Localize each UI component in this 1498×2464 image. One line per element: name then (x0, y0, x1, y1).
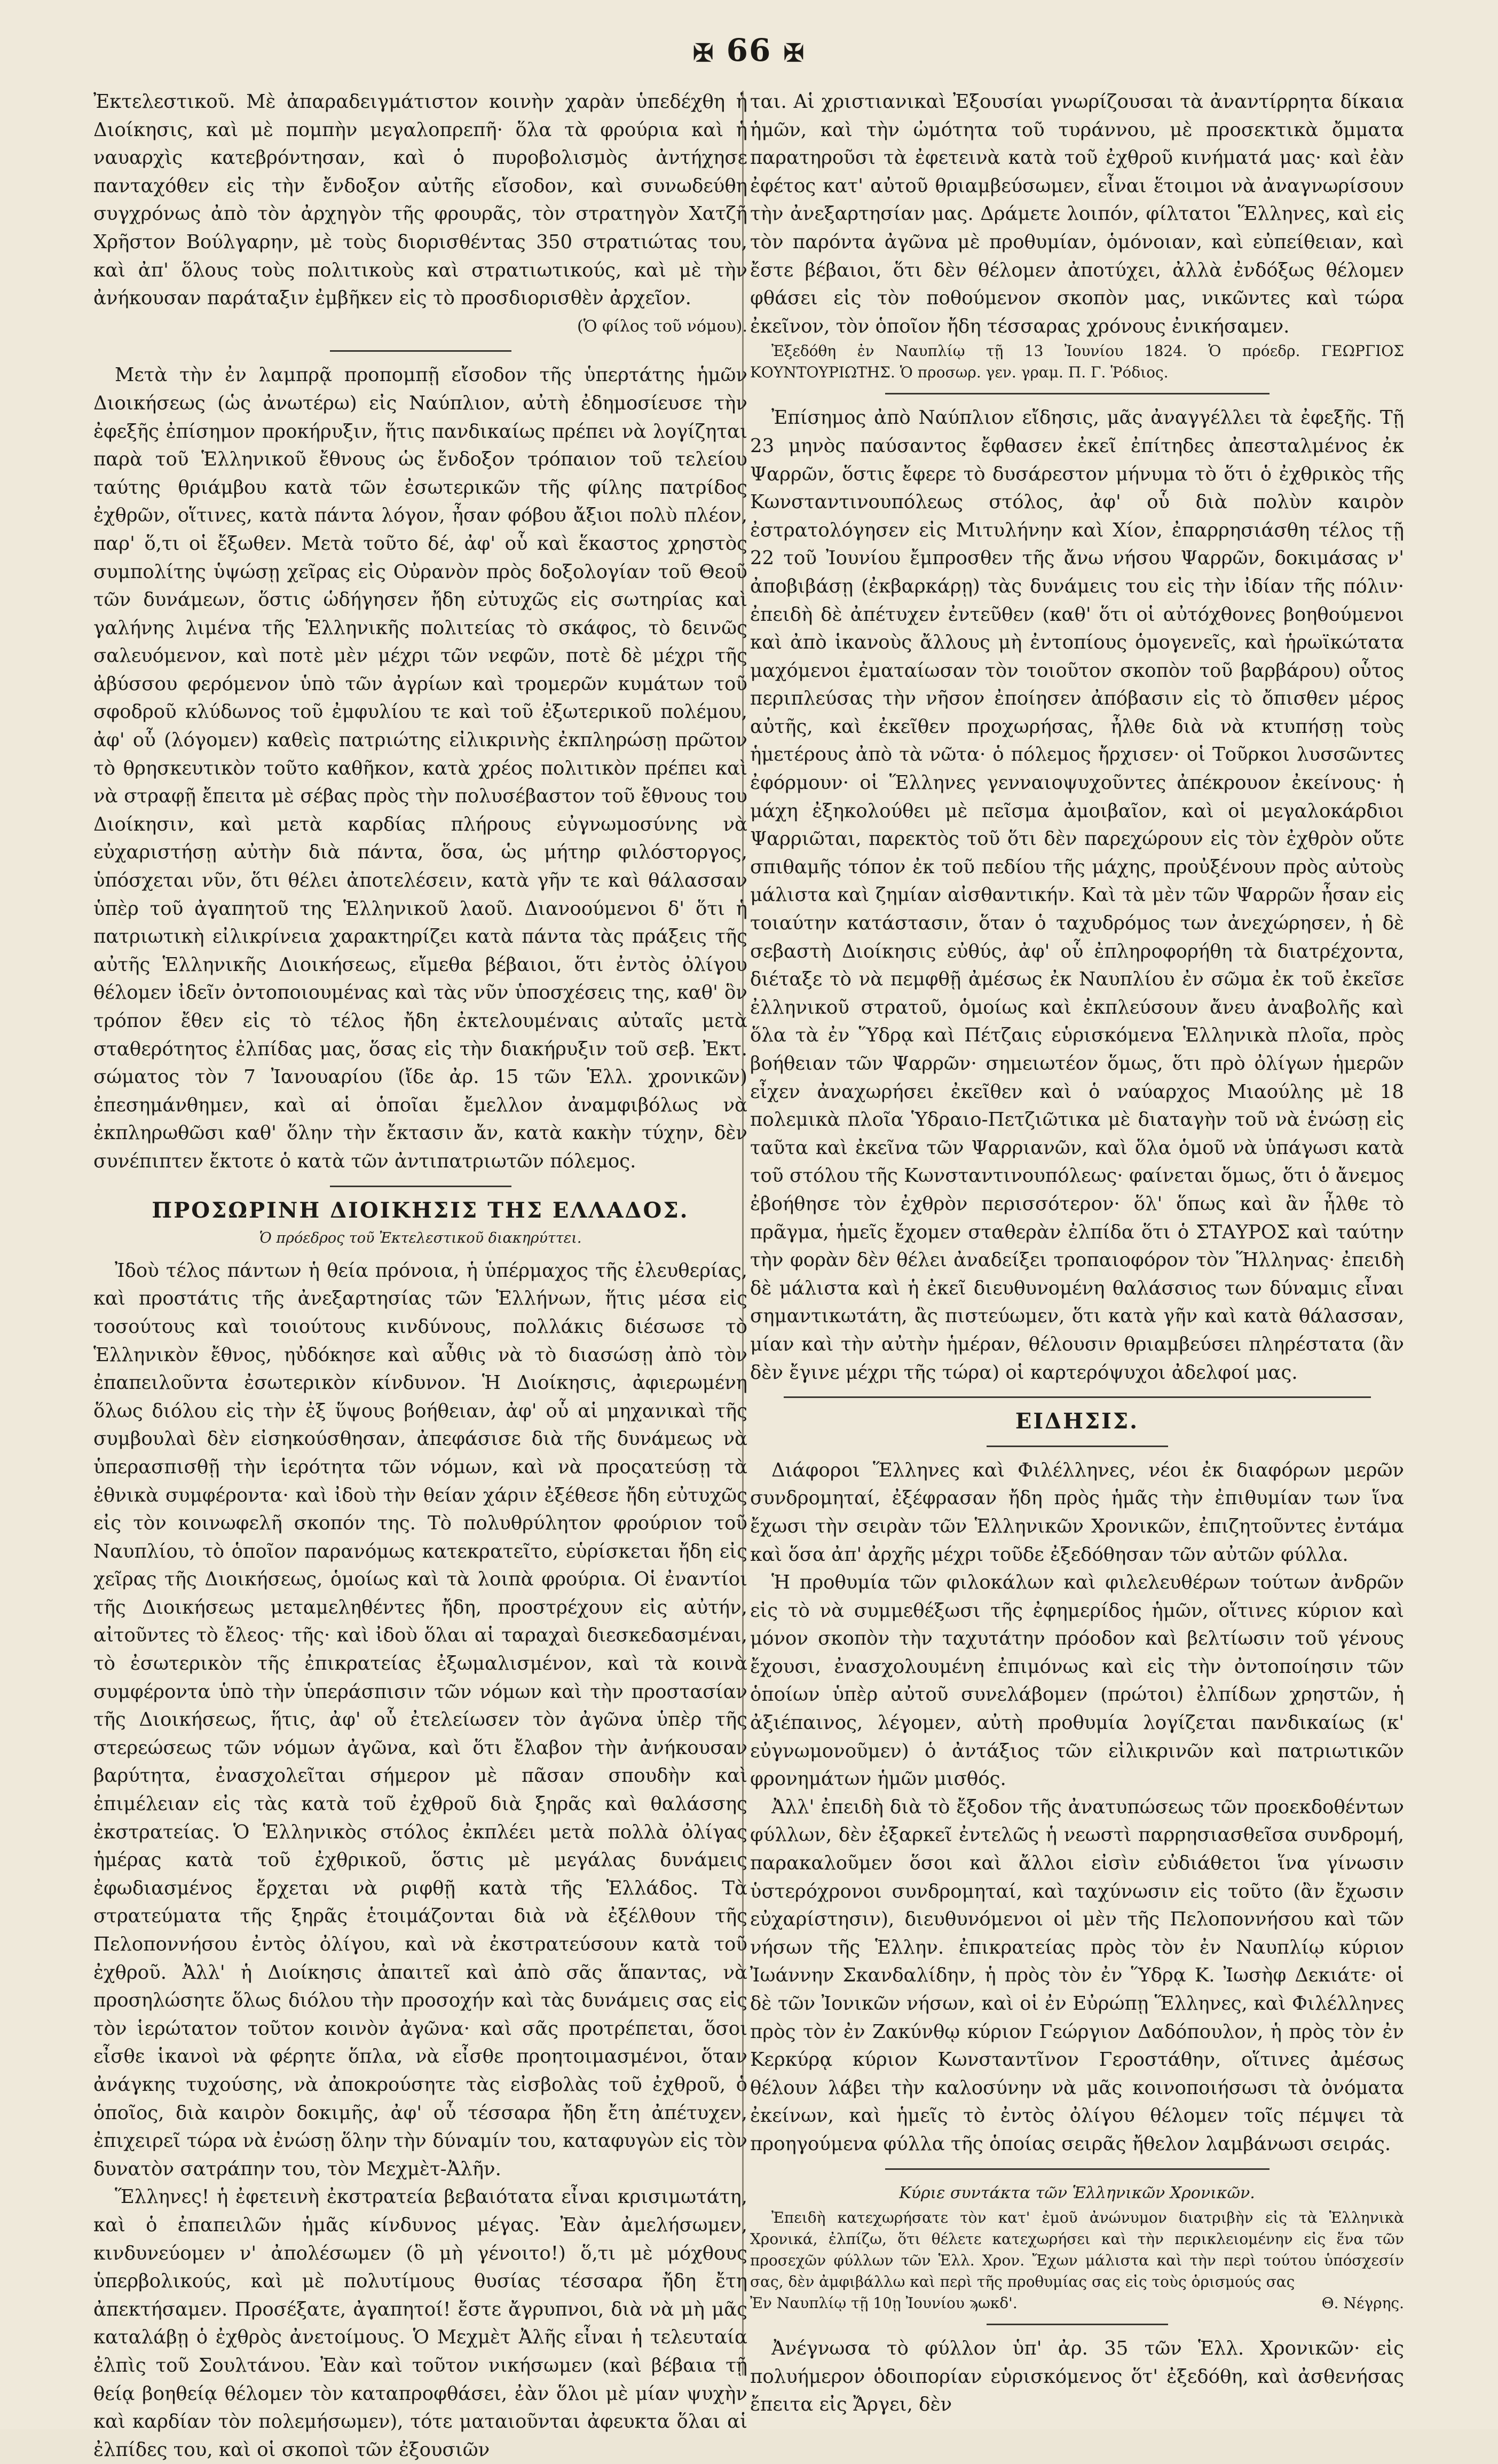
article-paragraph: Διάφοροι Ἕλληνες καὶ Φιλέλληνες, νέοι ἐκ διαφόρων μερῶν συνδρομηταί, ἐξέφρασαν ἤδη πρὸς ἡμᾶς τὴν ἐπιθυμίαν των ἵνα ἔχωσι τὴν σειρὰν τῶν Ἑλληνικῶν Χρονικῶν, ἐπιζητοῦντες ἐντάμα καὶ ὅσα ἀπ' ἀρχῆς μέχρι τοῦδε ἐξεδόθησαν τῶν αὐτῶν φύλλα. (750, 1459, 1404, 1566)
separator-rule (885, 393, 1270, 394)
letter-place-date: Ἐν Ναυπλίῳ τῇ 10ῃ Ἰουνίου ϡωκδ'. (750, 2294, 1018, 2312)
article-paragraph: Ἐπίσημος ἀπὸ Ναύπλιον εἴδησις, μᾶς ἀναγγέλλει τὰ ἐφεξῆς. Τῇ 23 μηνὸς παύσαντος ἔφθασεν ἐκεῖ ἐπίτηδες ἀπεσταλμένος ἐκ Ψαρρῶν, ὅστις ἔφερε τὸ δυσάρεστον μήνυμα τὸ ὅτι ὁ ἐχθρικὸς τῆς Κωνσταντινουπόλεως στόλος, ἀφ' οὗ διὰ πολὺν καιρὸν ἐστρατολόγησεν εἰς Μιτυλήνην καὶ Χίον, ἐπαρρησιάσθη τέλος τῇ 22 τοῦ Ἰουνίου ἔμπροσθεν τῆς ἄνω νήσου Ψαρρῶν, δοκιμάσας ν' ἀποβιβάσῃ (ἐκβαρκάρῃ) τὰς δυνάμεις του εἰς τὴν ἰδίαν τῆς πόλιν· ἐπειδὴ δὲ ἀπέτυχεν ἐντεῦθεν (καθ' ὅτι οἱ αὐτόχθονες βοηθούμενοι καὶ ἀπὸ ἱκανοὺς ἄλλους μὴ ἐντοπίους ὁμογενεῖς, καὶ ἡρωϊκώτατα μαχόμενοι ἐματαίωσαν τὸν τοιοῦτον σκοπὸν τοῦ βαρβάρου) οὗτος περιπλεύσας τὴν νῆσον ἐποίησεν ἀπόβασιν εἰς τὸ ὄπισθεν μέρος αὐτῆς, καὶ ἐκεῖθεν προχωρήσας, ἦλθε διὰ νὰ κτυπήσῃ τοὺς ἡμετέρους ἀπὸ τὰ νῶτα· ὁ πόλεμος ἤρχισεν· οἱ Τοῦρκοι λυσσῶντες ἐφόρμουν· οἱ Ἕλληνες γενναιοψυχοῦντες ἀπέκρουον ἐκείνους· ἡ μάχη ἐξηκολούθει μὲ πεῖσμα ἀμοιβαῖον, καὶ οἱ μεγαλοκάρδιοι Ψαρριῶται, παρεκτὸς τοῦ ὅτι δὲν παρεχώρουν εἰς τὸν ἐχθρὸν οὔτε σπιθαμῆς τόπον ἐκ τοῦ πεδίου τῆς μάχης, προὐξένουν πρὸς αὐτοὺς μάλιστα καὶ ζημίαν αἰσθαντικήν. Καὶ τὰ μὲν τῶν Ψαρρῶν ἦσαν εἰς τοιαύτην κατάστασιν, ὅταν ὁ ταχυδρόμος των ἀνεχώρησεν, ἡ δὲ σεβαστὴ Διοίκησις εὐθύς, ἀφ' οὗ ἐπληροφορήθη τὰ διατρέχοντα, διέταξε τὸ νὰ πεμφθῇ ἀμέσως ἐκ Ναυπλίου ἐν σῶμα ἐκ τοῦ ἐκεῖσε ἐλληνικοῦ στρατοῦ, ὁμοίως καὶ ἐκπλεύσουν ἄνευ ἀναβολῆς καὶ ὅλα τὰ ἐν Ὕδρᾳ καὶ Πέτζαις εὑρισκόμενα Ἑλληνικὰ πλοῖα, πρὸς βοήθειαν τῶν Ψαρρῶν· σημειωτέον ὅμως, ὅτι πρὸ ὀλίγων ἡμερῶν εἶχεν ἀναχωρήσει ἐκεῖθεν καὶ ὁ ναύαρχος Μιαούλης μὲ 18 πολεμικὰ πλοῖα Ὑδραιο-Πετζιῶτικα μὲ διαταγὴν τοῦ νὰ ἑνώσῃ εἰς ταῦτα καὶ ἐκεῖνα τῶν Ψαρριανῶν, καὶ ὅλα ὁμοῦ νὰ ὑπάγωσι κατὰ τοῦ στόλου τῆς Κωνσταντινουπόλεως· φαίνεται ὅμως, ὅτι ὁ ἄνεμος ἐβοήθησε τὸν ἐχθρὸν περισσότερον· ὅλ' ὅπως καὶ ἂν ἦλθε τὸ πρᾶγμα, ἡμεῖς ἔχομεν σταθερὰν ἐλπίδα ὅτι ὁ ΣΤΑΥΡΟΣ καὶ ταύτην τὴν φορὰν δὲν θέλει ἀναδείξει τροπαιοφόρον τὸν Ἥλληνας· ἐπειδὴ δὲ μάλιστα καὶ ἡ ἐκεῖ διευθυνομένη θαλάσσιος των δύναμις εἶναι σημαντικωτάτη, ἂς πιστεύωμεν, ὅτι κατὰ γῆν καὶ κατὰ θάλασσαν, μίαν καὶ τὴν αὐτὴν ἡμέραν, θέλουσιν θριαμβεύσει πληρέστατα (ἂν δὲν ἔγινε μέχρι τῆς τώρα) οἱ καρτερόψυχοι ἀδελφοί μας. (750, 407, 1404, 1384)
article-signature: (Ὁ φίλος τοῦ νόμου). (577, 317, 747, 336)
page-number: 66 (726, 32, 772, 68)
separator-rule (987, 2324, 1168, 2325)
page-header (0, 32, 1498, 80)
section-subtitle: Ὁ πρόεδρος τοῦ Ἐκτελεστικοῦ διακηρύττει. (259, 1230, 582, 1247)
separator-rule (330, 1186, 511, 1187)
left-column (93, 88, 747, 2464)
separator-rule (330, 350, 511, 352)
right-column (750, 88, 1404, 2419)
section-title: ΕΙΔΗΣΙΣ. (1015, 1409, 1139, 1434)
article-signature: Ἐξεδόθη ἐν Ναυπλίῳ τῇ 13 Ἰουνίου 1824. Ὁ πρόεδρ. ΓΕΩΡΓΙΟΣ ΚΟΥΝΤΟΥΡΙΩΤΗΣ. Ὁ προσωρ. γεν. γραμ. Π. Γ. Ῥόδιος. (750, 342, 1404, 382)
letter-signature: Θ. Νέγρης. (1321, 2294, 1404, 2312)
article-paragraph: Ἀλλ' ἐπειδὴ διὰ τὸ ἔξοδον τῆς ἀνατυπώσεως τῶν προεκδοθέντων φύλλων, δὲν ἐξαρκεῖ ἐντελῶς ἡ νεωστὶ παρρησιασθεῖσα συνδρομή, παρακαλοῦμεν ὅσοι καὶ ἄλλοι εἰσὶν εὐδιάθετοι ἵνα γίνωσιν ὑστερόχρονοι συνδρομηταί, καὶ ταχύνωσιν εἰς τοῦτο (ἂν ἔχωσιν εὐχαρίστησιν), διευθυνόμενοι οἱ μὲν τῆς Πελοποννήσου καὶ τῶν νήσων τῆς Ἑλλην. ἐπικρατείας πρὸς τὸν ἐν Ναυπλίῳ κύριον Ἰωάννην Σκανδαλίδην, ἡ πρὸς τὸν ἐν Ὕδρᾳ Κ. Ἰωσὴφ Δεκιάτε· οἱ δὲ τῶν Ἰονικῶν νήσων, καὶ οἱ ἐν Εὐρώπῃ Ἕλληνες, καὶ Φιλέλληνες πρὸς τὸν ἐν Ζακύνθῳ κύριον Γεώργιον Δαδόπουλον, ἡ πρὸς τὸν ἐν Κερκύρᾳ κύριον Κωνσταντῖνον Γεροστάθην, οἵτινες ἀμέσως θέλουν λάβει τὴν καλοσύνην νὰ μᾶς κοινοποιήσωσι τὰ ὀνόματα ἐκείνων, καὶ ἡμεῖς τὸ ἐντὸς ὀλίγου θέλομεν τοῖς πέμψει τὰ προηγούμενα φύλλα τῆς ὁποίας σειρᾶς ἤθελον λαμβάνωσι σειράς. (750, 1796, 1404, 2155)
article-paragraph: Ἡ προθυμία τῶν φιλοκάλων καὶ φιλελευθέρων τούτων ἀνδρῶν εἰς τὸ νὰ συμμεθέξωσι τῆς ἐφημερίδος ἡμῶν, οἵτινες κύριον καὶ μόνον σκοπὸν τὴν ταχυτάτην πρόοδον καὶ βελτίωσιν τοῦ γένους ἔχουσι, ἐνασχολουμένη ἐπιμόνως καὶ εἰς τὴν ὀντοποίησιν τῶν ὁποίων ὑπὲρ αὐτοῦ συνελάβομεν (πρώτοι) ἐλπίδων χρηστῶν, ἡ ἀξιέπαινος, λέγομεν, αὐτὴ προθυμία λογίζεται πανδικαίως (κ' εὐγνωμονοῦμεν) ὁ ἀντάξιος τῶν εἰλικρινῶν καὶ πατριωτικῶν φρονημάτων ἡμῶν μισθός. (750, 1571, 1404, 1790)
article-paragraph: Ἕλληνες! ἡ ἐφετεινὴ ἐκστρατεία βεβαιότατα εἶναι κρισιμωτάτη, καὶ ὁ ἐπαπειλῶν ἡμᾶς κίνδυνος μέγας. Ἐὰν ἀμελήσωμεν, κινδυνεύομεν ν' ἀπολέσωμεν (ὃ μὴ γένοιτο!) ὅ,τι μὲ μόχθους ὑπερβολικούς, καὶ μὲ πολυτίμους θυσίας τέσσαρα ἤδη ἔτη ἀπεκτήσαμεν. Προσέξατε, ἀγαπητοί! ἔστε ἄγρυπνοι, διὰ νὰ μὴ μᾶς καταλάβῃ ὁ ἐχθρὸς ἀνετοίμους. Ὁ Μεχμὲτ Ἀλῆς εἶναι ἡ τελευταία ἐλπὶς τοῦ Σουλτάνου. Ἐὰν καὶ τοῦτον νικήσωμεν (καὶ βέβαια τῇ θείᾳ βοηθείᾳ θέλομεν τὸν καταπροφθάσει, ἐὰν ὅλοι μὲ μίαν ψυχὴν καὶ καρδίαν τὸν πολεμήσωμεν), τότε ματαιοῦνται ἀφευκτα ὅλαι αἱ ἐλπίδες του, καὶ οἱ σκοποὶ τῶν ἐξουσιῶν (93, 2186, 747, 2461)
article-paragraph: Ἰδοὺ τέλος πάντων ἡ θεία πρόνοια, ἡ ὑπέρμαχος τῆς ἐλευθερίας, καὶ προστάτις τῆς ἀνεξαρτησίας τῶν Ἑλλήνων, ἥτις μέσα εἰς τοσούτους καὶ τοιούτους κινδύνους, πολλάκις διέσωσε τὸ Ἑλληνικὸν ἔθνος, ηὐδόκησε καὶ αὖθις νὰ τὸ διασώσῃ ἀπὸ τὸν ἐπαπειλοῦντα ἐσωτερικὸν κίνδυνον. Ἡ Διοίκησις, ἀφιερωμένη ὅλως διόλου εἰς τὴν ἐξ ὕψους βοήθειαν, ἀφ' οὗ αἱ μηχανικαὶ τῆς συμβουλαὶ δὲν εἰσηκούσθησαν, ἀπεφάσισε διὰ τῆς δυνάμεως νὰ ὑπερασπισθῇ τὴν ἱερότητα τῶν νόμων, καὶ νὰ προςατεύσῃ τὰ ἐθνικὰ συμφέροντα· καὶ ἰδοὺ τὴν θείαν χάριν ἐξέθεσε ἤδη εὐτυχῶς εἰς τὸν κοινωφελῆ σκοπόν της. Τὸ πολυθρύλητον φρούριον τοῦ Ναυπλίου, τὸ ὁποῖον παρανόμως κατεκρατεῖτο, εὑρίσκεται ἤδη εἰς χεῖρας τῆς Διοικήσεως, ὁμοίως καὶ τὰ λοιπὰ φρούρια. Οἱ ἐναντίοι τῆς Διοικήσεως μεταμεληθέντες ἤδη, προστρέχουν εἰς αὐτήν, αἰτοῦντες τὸ ἔλεος· τῆς· καὶ ἰδοὺ ὅλαι αἱ ταραχαὶ διεσκεδασμέναι, τὸ ἐσωτερικὸν τῆς ἐπικρατείας ἐξωμαλισμένον, καὶ τὰ κοινὰ συμφέροντα ὑπὸ τὴν ὑπεράσπισιν τῶν νόμων καὶ τὴν προστασίαν τῆς Διοικήσεως, ἥτις, ἀφ' οὗ ἐτελείωσεν τὸν ἀγῶνα ὑπὲρ τῆς στερεώσεως τῶν νόμων ἀγῶνα, καὶ ὅτι ἔλαβον τὴν ἀνήκουσαν βαρύτητα, ἐνασχολεῖται σήμερον μὲ πᾶσαν σπουδὴν καὶ ἐπιμέλειαν εἰς τὰς κατὰ τοῦ ἐχθροῦ διὰ ξηρᾶς καὶ θαλάσσης ἐκστρατείας. Ὁ Ἑλληνικὸς στόλος ἐκπλέει μετὰ πολλὰ ὀλίγας ἡμέρας κατὰ τοῦ ἐχθρικοῦ, ὅστις μὲ μεγάλας δυνάμεις ἐφωδιασμένος ἔρχεται νὰ ριφθῇ κατὰ τῆς Ἑλλάδος. Τὰ στρατεύματα τῆς ξηρᾶς ἑτοιμάζονται διὰ νὰ ἐξέλθουν τῆς Πελοποννήσου ἐντὸς ὀλίγου, καὶ νὰ ἐκστρατεύσουν κατὰ τοῦ ἐχθροῦ. Ἀλλ' ἡ Διοίκησις ἀπαιτεῖ καὶ ἀπὸ σᾶς ἅπαντας, νὰ προσηλώσητε ὅλως διόλου τὴν προσοχήν καὶ τὰς δυνάμεις σας εἰς τὸν ἱερώτατον τοῦτον κοινὸν ἀγῶνα· καὶ σᾶς προτρέπεται, ὅσοι εἶσθε ἱκανοὶ νὰ φέρητε ὅπλα, νὰ εἶσθε προητοιμασμένοι, ὅταν ἀνάγκης τυχούσης, νὰ ἀποκρούσητε τὰς εἰσβολὰς τοῦ ἐχθροῦ, ὁ ὁποῖος, διὰ καιρὸν δοκιμῆς, ἀφ' οὗ τέσσαρα ἤδη ἔτη ἀπέτυχεν, ἐπιχειρεῖ τώρα νὰ ἐνώσῃ ὅλην τὴν δύναμίν του, καταφυγὼν εἰς τὸν δυνατὸν σατράπην του, τὸν Μεχμὲτ-Ἀλῆν. (93, 1259, 747, 2180)
article-paragraph: Ἀνέγνωσα τὸ φύλλον ὑπ' ἀρ. 35 τῶν Ἑλλ. Χρονικῶν· εἰς πολυήμερον ὁδοιπορίαν εὑρισκόμενος ὅτ' ἐξεδόθη, καὶ ἀσθενήσας ἔπειτα εἰς Ἄργει, δὲν (750, 2337, 1404, 2416)
article-paragraph: Μετὰ τὴν ἐν λαμπρᾷ προπομπῇ εἴσοδον τῆς ὑπερτάτης ἡμῶν Διοικήσεως (ὡς ἀνωτέρω) εἰς Ναύπλιον, αὐτὴ ἐδημοσίευσε τὴν ἐφεξῆς ἐπίσημον προκήρυξιν, ἥτις πανδικαίως πρέπει νὰ λογίζηται παρὰ τοῦ Ἑλληνικοῦ ἔθνους ὡς ἔνδοξον τρόπαιον τοῦ τελείου ταύτης θριάμβου κατὰ τῶν ἐσωτερικῶν τῆς φίλης πατρίδος ἐχθρῶν, οἵτινες, κατὰ πάντα λόγον, ἦσαν φόβου ἄξιοι πολὺ πλέον, παρ' ὅ,τι οἱ ἔξωθεν. Μετὰ τοῦτο δέ, ἀφ' οὗ καὶ ἕκαστος χρηστὸς συμπολίτης ὑψώσῃ χεῖρας εἰς Οὐρανὸν πρὸς δοξολογίαν τοῦ Θεοῦ τῶν δυνάμεων, ὅστις ὡδήγησεν ἤδη εὐτυχῶς εἰς σωτηρίας καὶ γαλήνης λιμένα τῆς Ἑλληνικῆς πολιτείας τὸ σκάφος, τὸ δεινῶς σαλευόμενον, καὶ ποτὲ μὲν μέχρι τῶν νεφῶν, ποτὲ δὲ μέχρι τῆς ἀβύσσου φερόμενον ὑπὸ τῶν ἀγρίων καὶ τρομερῶν κυμάτων τοῦ σφοδροῦ κλύδωνος τοῦ ἐμφυλίου τε καὶ τοῦ ἐξωτερικοῦ πολέμου, ἀφ' οὗ (λόγομεν) καθεὶς πατριώτης εἰλικρινὴς ἐκπληρώσῃ πρῶτον τὸ θρησκευτικὸν τοῦτο καθῆκον, κατὰ χρέος πολιτικὸν πρέπει καὶ νὰ στραφῇ ἔπειτα μὲ σέβας πρὸς τὴν πολυσέβαστον τοῦ ἔθνους του Διοίκησιν, καὶ μετὰ καρδίας πλήρους εὐγνωμοσύνης νὰ εὐχαριστήσῃ αὐτὴν διὰ πάντα, ὅσα, ὡς μήτηρ φιλόστοργος, ὑπόσχεται νῦν, ὅτι θέλει ἀποτελέσειν, κατὰ γῆν τε καὶ θάλασσαν ὑπὲρ τοῦ ἀγαπητοῦ της Ἑλληνικοῦ λαοῦ. Διανοούμενοι δ' ὅτι ἡ πατριωτικὴ εἰλικρίνεια χαρακτηρίζει κατὰ πάντα τὰς πράξεις τῆς αὐτῆς Ἑλληνικῆς Διοικήσεως, εἴμεθα βέβαιοι, ὅτι ἐντὸς ὀλίγου θέλομεν ἰδεῖν ὀντοποιουμένας καὶ τὰς νῦν ὑποσχέσεις της, καθ' ὃν τρόπον ἔθεν εἰς τὸ τέλος ἤδη ἐκτελουμέναις αὐταῖς μετὰ σταθερότητος ἐλπίδας μας, ὅσας εἰς τὴν διακήρυξιν τοῦ σεβ. Ἐκτ. σώματος τὸν 7 Ἰανουαρίου (ἴδε ἀρ. 15 τῶν Ἑλλ. χρονικῶν) ἐπεσημάνθημεν, καὶ αἱ ὁποῖαι ἔμελλον ἀναμφιβόλως νὰ ἐκπληρωθῶσι καθ' ὅλην τὴν ἔκτασιν ἄν, κατὰ κακὴν τύχην, δὲν συνέπιπτεν ἔκτοτε ὁ κατὰ τῶν ἀντιπατριωτῶν πόλεμος. (93, 364, 747, 1172)
left-ornament-icon: ✠ (692, 38, 715, 67)
section-title: ΠΡΟΣΩΡΙΝΗ ΔΙΟΙΚΗΣΙΣ ΤΗΣ ΕΛΛΑΔΟΣ. (152, 1197, 689, 1223)
separator-rule (987, 1446, 1168, 1447)
right-ornament-icon: ✠ (783, 38, 806, 67)
separator-rule (784, 1396, 1371, 1398)
letter-footer (750, 2293, 1404, 2314)
letter-body: Ἐπειδὴ κατεχωρήσατε τὸν κατ' ἐμοῦ ἀνώνυμον διατριβὴν εἰς τὰ Ἑλληνικὰ Χρονικά, ἐλπίζω, ὅτι θέλετε κατεχωρήσει καὶ τὴν περικλειομένην εἰς ἕνα τῶν προσεχῶν φύλλων τῶν Ἑλλ. Χρον. Ἔχων μάλιστα καὶ τὴν περὶ τούτου ὑπόσχεσίν σας, δὲν ἀμφιβάλλω καὶ περὶ τῆς προθυμίας σας εἰς τοὺς ὁρισμούς σας (750, 2209, 1404, 2291)
separator-rule (885, 2168, 1270, 2170)
article-paragraph: ται. Αἱ χριστιανικαὶ Ἐξουσίαι γνωρίζουσαι τὰ ἀναντίρρητα δίκαια ἡμῶν, καὶ τὴν ὠμότητα τοῦ τυράννου, μὲ προσεκτικὰ ὄμματα παρατηροῦσι τὰ ἐφετεινὰ κατὰ τοῦ ἐχθροῦ κινήματά μας· καὶ ἐὰν ἐφέτος κατ' αὐτοῦ θριαμβεύσωμεν, εἶναι ἕτοιμοι νὰ ἀναγνωρίσουν τὴν ἀνεξαρτησίαν μας. Δράμετε λοιπόν, φίλτατοι Ἕλληνες, καὶ εἰς τὸν παρόντα ἀγῶνα μὲ προθυμίαν, ὁμόνοιαν, καὶ εὐπείθειαν, καὶ ἔστε βέβαιοι, ὅτι δὲν θέλομεν ἀποτύχει, ἀλλὰ ἐνδόξως θέλομεν φθάσει εἰς τὸν ποθούμενον σκοπὸν μας, νικῶντες καὶ τώρα ἐκεῖνον, τὸν ὁποῖον ἤδη τέσσαρας χρόνους ἐνικήσαμεν. (750, 91, 1404, 337)
letter-heading: Κύριε συντάκτα τῶν Ἑλληνικῶν Χρονικῶν. (899, 2183, 1255, 2202)
article-paragraph: Ἐκτελεστικοῦ. Μὲ ἀπαραδειγμάτιστον κοινὴν χαρὰν ὑπεδέχθη ἡ Διοίκησις, καὶ μὲ πομπὴν μεγαλοπρεπῆ· ὅλα τὰ φρούρια καὶ ἡ ναυαρχὶς κατεβρόντησαν, καὶ ὁ πυροβολισμὸς ἀντήχησε πανταχόθεν εἰς τὴν ἔνδοξον αὐτῆς εἴσοδον, καὶ συνωδεύθη συγχρόνως ἀπὸ τὸν ἀρχηγὸν τῆς φρουρᾶς, τὸν στρατηγὸν Χατζῆ Χρῆστον Βούλγαρην, μὲ τοὺς διορισθέντας 350 στρατιώτας του, καὶ ἀπ' ὅλους τοὺς πολιτικοὺς καὶ στρατιωτικούς, καὶ μὲ τὴν ἀνήκουσαν παράταξιν ἐμβῆκεν εἰς τὸ προσδιορισθὲν ἀρχεῖον. (93, 91, 747, 310)
